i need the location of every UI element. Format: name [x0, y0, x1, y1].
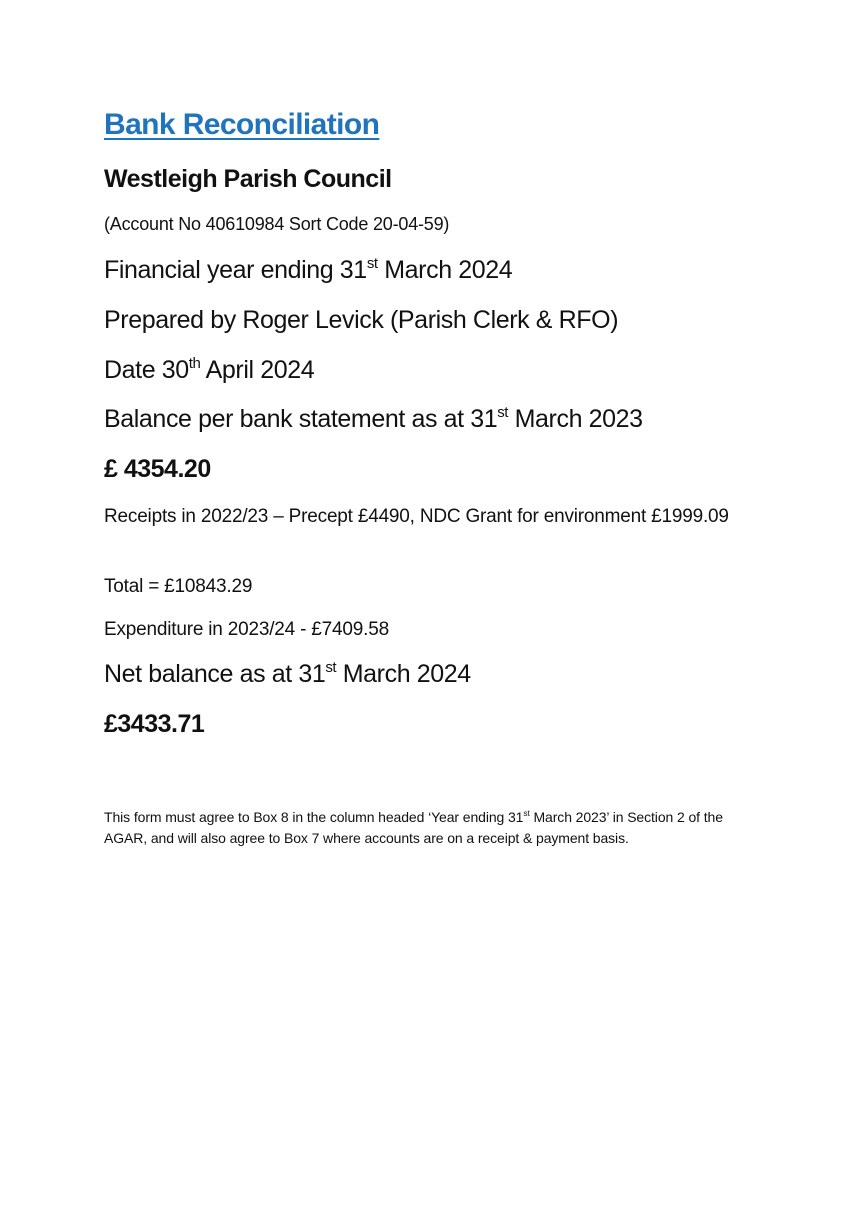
account-details: (Account No 40610984 Sort Code 20-04-59) [104, 214, 450, 234]
date-ordinal: th [188, 354, 201, 372]
net-balance-label [104, 660, 471, 689]
financial-year-prefix: Financial year ending 31 [104, 256, 367, 284]
footnote-part2: March 2023’ in Section 2 of the AGAR, and will also agree to Box 7 where accounts are on a receipt & payment basis. [104, 809, 723, 846]
total-line: Total = £10843.29 [104, 576, 253, 597]
footnote-part1: This form must agree to Box 8 in the column headed ‘Year ending 31 [104, 809, 524, 825]
financial-year [104, 256, 512, 285]
opening-balance-label-prefix: Balance per bank statement as at 31 [104, 405, 498, 433]
net-balance-ordinal: st [325, 658, 337, 676]
receipts-line: Receipts in 2022/23 – Precept £4490, NDC Grant for environment £1999.09 [104, 506, 729, 527]
opening-balance-amount: £ 4354.20 [104, 455, 211, 483]
footnote [104, 807, 744, 849]
opening-balance-ordinal: st [497, 403, 509, 421]
opening-balance-label-rest: March 2023 [508, 405, 643, 433]
net-balance-label-rest: March 2024 [336, 660, 471, 688]
document-date [104, 356, 314, 385]
date-rest: April 2024 [200, 356, 315, 384]
date-prefix: Date 30 [104, 356, 189, 384]
organisation-name: Westleigh Parish Council [104, 165, 392, 193]
prepared-by: Prepared by Roger Levick (Parish Clerk & RFO) [104, 306, 619, 334]
financial-year-rest: March 2024 [377, 256, 513, 284]
expenditure-line: Expenditure in 2023/24 - £7409.58 [104, 619, 389, 640]
opening-balance-label [104, 405, 643, 434]
page-title: Bank Reconciliation [104, 108, 380, 141]
net-balance-amount: £3433.71 [104, 710, 205, 738]
net-balance-label-prefix: Net balance as at 31 [104, 660, 326, 688]
financial-year-ordinal: st [366, 254, 378, 272]
footnote-ordinal: st [523, 807, 530, 818]
